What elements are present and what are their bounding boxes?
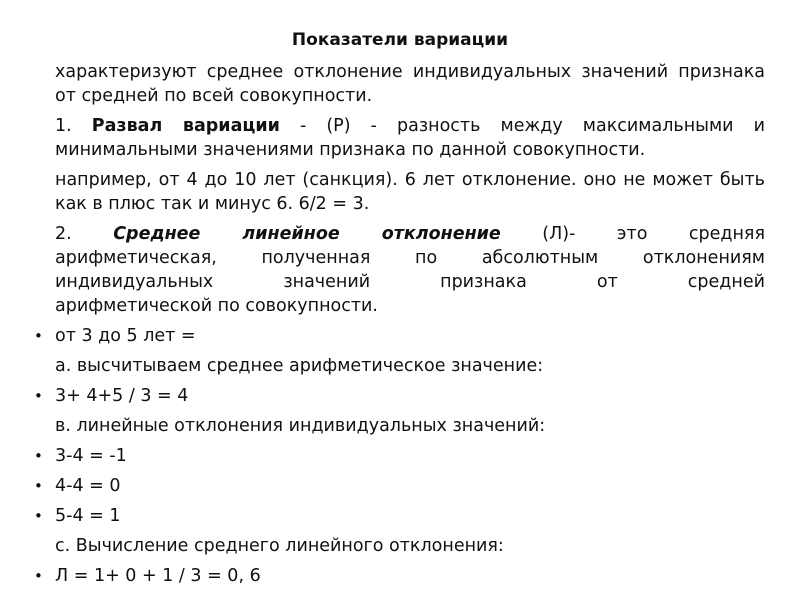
bullet-deviation-2: • 4-4 = 0 <box>55 474 765 498</box>
bullet-deviation-3: • 5-4 = 1 <box>55 504 765 528</box>
step-c: с. Вычисление среднего линейного отклонения: <box>55 536 504 556</box>
item-2-line-3: индивидуальных значений признака от средней <box>55 272 765 292</box>
step-a: а. высчитываем среднее арифметическое значение: <box>55 356 544 376</box>
item-2-line-1 <box>55 222 765 246</box>
bullet-mean: • 3+ 4+5 / 3 = 4 <box>55 384 765 408</box>
item-2-paragraph <box>55 222 765 318</box>
item-2-term: Среднее линейное отклонение <box>113 224 501 244</box>
item-1-term: Развал вариации <box>91 116 280 136</box>
intro-paragraph: характеризуют среднее отклонение индивидуальных значений признака от средней по всей совокупности. <box>55 62 765 106</box>
item-2-number: 2. <box>55 224 72 244</box>
bullet-result: • Л = 1+ 0 + 1 / 3 = 0, 6 <box>55 564 765 588</box>
example-paragraph: например, от 4 до 10 лет (санкция). 6 лет отклонение. оно не может быть как в плюс так и минус 6. 6/2 = 3. <box>55 170 765 214</box>
item-1-number: 1. <box>55 116 72 136</box>
step-b: в. линейные отклонения индивидуальных значений: <box>55 416 546 436</box>
item-1-paragraph <box>55 114 765 162</box>
slide-content <box>55 60 765 594</box>
bullet-range: • от 3 до 5 лет = <box>55 324 765 348</box>
item-2-line-1-rest: (Л)- это средняя <box>500 224 765 244</box>
item-1-definition: - (Р) - разность между максимальными и минимальными значениями признака по данной совокупности. <box>55 116 765 160</box>
slide-title: Показатели вариации <box>291 30 509 50</box>
item-2-line-2: арифметическая, полученная по абсолютным отклонениям <box>55 248 765 268</box>
item-2-line-4: арифметической по совокупности. <box>55 296 378 316</box>
bullet-deviation-1: • 3-4 = -1 <box>55 444 765 468</box>
